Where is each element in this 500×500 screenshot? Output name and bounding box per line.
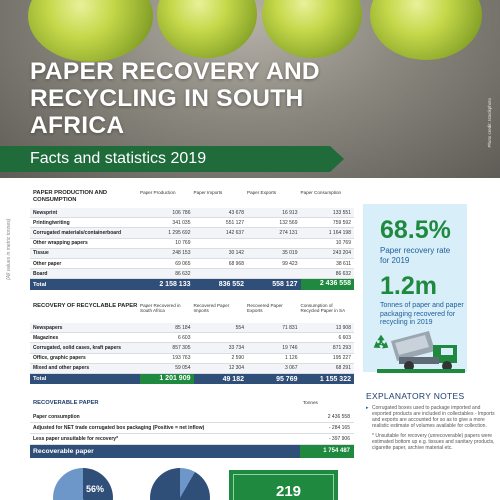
row-label: Corrugated materials/containerboard	[33, 229, 122, 236]
table-cell: 2 590	[231, 355, 244, 362]
pie-label: 56%	[86, 484, 105, 494]
table-cell: 35 019	[282, 250, 298, 257]
total-cell: 836 552	[218, 281, 244, 289]
table-cell: 341 035	[172, 219, 191, 226]
table-row	[30, 323, 354, 333]
bullet-icon: ▸	[366, 405, 369, 411]
row-label: Other paper	[33, 260, 62, 267]
row-label: Other wrapping papers	[33, 240, 88, 247]
total-cell: 49 182	[222, 375, 244, 383]
table-row	[30, 343, 354, 353]
total-label: Total	[33, 376, 47, 383]
table-header	[30, 190, 354, 208]
row-label: Office, graphic papers	[33, 355, 86, 362]
table-cell: 106 786	[172, 209, 191, 216]
table-cell: 193 763	[172, 355, 191, 362]
total-label: Recoverable paper	[33, 448, 94, 455]
table-cell: 243 204	[332, 250, 351, 257]
row-label: Paper consumption	[33, 414, 80, 420]
table-cell: 195 227	[332, 355, 351, 362]
table-header	[30, 303, 354, 323]
table-row	[30, 333, 354, 343]
table-cell: 12 304	[228, 365, 244, 372]
table-cell: 6 603	[177, 334, 191, 341]
apple-image	[370, 0, 482, 60]
tonnes-label: Tonnes of paper and paper packaging recovered for recycling in 2019	[380, 302, 464, 327]
table-cell: 554	[235, 324, 244, 331]
column-header: Tonnes	[303, 400, 318, 405]
table-cell: 85 184	[175, 324, 191, 331]
column-header: Paper Recovered in South Africa	[140, 303, 181, 314]
table-cell: 10 769	[335, 240, 351, 247]
table-row	[30, 412, 354, 423]
table-row	[30, 239, 354, 249]
recoverable-table	[30, 400, 354, 458]
note-item	[366, 433, 496, 451]
pie-chart	[150, 468, 210, 500]
total-cell: 2 436 558	[301, 279, 355, 290]
recovery-table	[30, 303, 354, 384]
table-cell: 71 831	[282, 324, 298, 331]
table-cell: 551 127	[225, 219, 244, 226]
row-label: Printing/writing	[33, 219, 70, 226]
table-cell: 68 968	[228, 260, 244, 267]
table-body	[30, 323, 354, 374]
table-row	[30, 269, 354, 279]
table-cell: 248 153	[172, 250, 191, 257]
table-row	[30, 249, 354, 259]
table-cell: 19 746	[282, 344, 298, 351]
table-total-row	[30, 279, 354, 290]
column-header: Paper Production	[140, 190, 176, 195]
table-cell: 142 637	[225, 229, 244, 236]
table-cell: 86 632	[175, 270, 191, 277]
table-row	[30, 259, 354, 269]
note-text: Corrugated boxes used to package imported and exported products are included in collectables - Imports and exports are accounted for so as to give a more realistic estimate of volumes available for collection.	[372, 405, 495, 429]
table-cell: 99 423	[282, 260, 298, 267]
row-label: Tissue	[33, 250, 49, 257]
column-header: Paper Imports	[193, 190, 223, 195]
apple-image	[262, 0, 362, 58]
table-row	[30, 218, 354, 228]
total-cell: 1 754 487	[300, 445, 354, 458]
recovery-rate-label: Paper recovery rate for 2019	[380, 246, 451, 265]
table-title: RECOVERABLE PAPER	[33, 400, 99, 406]
column-header: Consumption of Recycled Paper in SA	[300, 303, 346, 314]
note-item	[366, 405, 496, 429]
table-header	[30, 400, 354, 412]
photo-credit: Photo credit: Istockphoto	[487, 98, 492, 148]
table-cell: 68 291	[335, 365, 351, 372]
table-cell: 1 164 198	[328, 229, 351, 236]
table-cell: 38 611	[336, 260, 351, 267]
table-cell: 132 569	[279, 219, 298, 226]
table-cell: 871 293	[332, 344, 351, 351]
note-text: * Unsuitable for recovery (unrecoverable) papers were estimated bottom up e.g. tissues and sanitary products, cigarette paper, archive material etc.	[372, 433, 495, 451]
table-title: PAPER PRODUCTION AND CONSUMPTION	[33, 190, 108, 203]
table-row	[30, 228, 354, 238]
apple-image	[28, 0, 153, 62]
stats-panel	[363, 204, 467, 372]
table-cell: 759 592	[332, 219, 351, 226]
table-total-row	[30, 374, 354, 385]
table-cell: 133 551	[332, 209, 351, 216]
row-label: Corrugated, solid cases, kraft papers	[33, 344, 122, 351]
row-value: - 284 165	[328, 425, 350, 431]
column-header: Recovered Paper Imports	[193, 303, 230, 314]
table-cell: 6 603	[338, 334, 351, 341]
page-title: PAPER RECOVERY AND RECYCLING IN SOUTH AFRICA	[30, 58, 320, 139]
table-body	[30, 208, 354, 279]
table-total-row	[30, 445, 354, 458]
table-cell: 10 769	[175, 240, 191, 247]
units-note: (All values in metric tonnes)	[6, 218, 12, 280]
table-row	[30, 423, 354, 434]
table-cell: 16 913	[282, 209, 298, 216]
explanatory-notes	[366, 405, 496, 455]
production-table	[30, 190, 354, 290]
table-cell: 1 295 692	[168, 229, 191, 236]
table-row	[30, 364, 354, 374]
table-cell: 3 067	[284, 365, 298, 372]
table-cell: 13 908	[335, 324, 351, 331]
total-cell: 95 769	[276, 375, 298, 383]
row-label: Mixed and other papers	[33, 365, 90, 372]
table-cell: 59 054	[175, 365, 191, 372]
tonnes-value: 1.2m	[380, 272, 437, 300]
total-cell: 558 127	[272, 281, 298, 289]
column-header: Paper Exports	[247, 190, 277, 195]
table-row	[30, 434, 354, 445]
table-cell: 43 678	[228, 209, 244, 216]
page-subtitle: Facts and statistics 2019	[0, 146, 330, 172]
table-cell: 30 142	[228, 250, 244, 257]
apple-image	[157, 0, 257, 58]
column-header: Recovered Paper Exports	[247, 303, 283, 314]
table-title: RECOVERY OF RECYCLABLE PAPER	[33, 303, 138, 309]
row-label: Newspapers	[33, 324, 63, 331]
notes-title: EXPLANATORY NOTES	[366, 391, 465, 401]
row-label: Board	[33, 270, 48, 277]
table-cell: 857 305	[172, 344, 191, 351]
total-label: Total	[33, 281, 47, 288]
row-value: - 397 906	[328, 436, 350, 442]
recycling-truck-icon	[377, 329, 465, 373]
recovery-rate-value: 68.5%	[380, 216, 451, 244]
table-cell: 86 632	[335, 270, 351, 277]
row-label: Newsprint	[33, 209, 58, 216]
table-cell: 69 065	[175, 260, 191, 267]
hero-banner	[0, 0, 500, 178]
total-cell: 1 155 322	[319, 375, 351, 383]
field-number: 219	[276, 483, 302, 500]
total-cell: 1 201 909	[140, 374, 194, 385]
row-label: Adjusted for NET trade corrugated box packaging (Positive = net inflow)	[33, 425, 205, 431]
table-row	[30, 354, 354, 364]
row-label: Magazines	[33, 334, 59, 341]
column-header: Paper Consumption	[300, 190, 342, 195]
total-cell: 2 158 133	[159, 281, 191, 289]
table-cell: 33 734	[228, 344, 244, 351]
row-value: 2 436 558	[327, 414, 350, 420]
row-label: Less paper unsuitable for recovery*	[33, 436, 119, 442]
table-row	[30, 208, 354, 218]
table-cell: 274 131	[279, 229, 298, 236]
table-cell: 1 126	[284, 355, 298, 362]
